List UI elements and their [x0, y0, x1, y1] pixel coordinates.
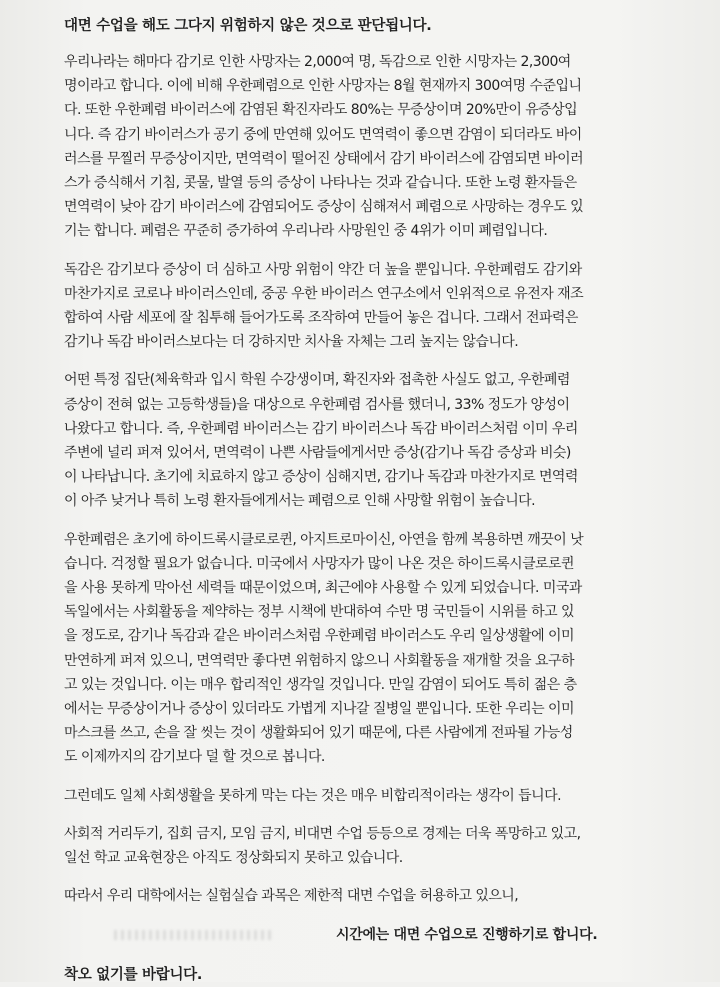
closing-remark: 착오 없기를 바랍니다.: [64, 966, 203, 983]
text-line: 합하여 사람 세포에 잘 침투해 들어가도록 조작하여 만들어 놓은 겁니다. 그래서 전파력은: [64, 310, 578, 327]
redacted-text: [114, 930, 274, 940]
paragraph-5: [64, 784, 686, 808]
paragraph-3: [64, 368, 686, 513]
schedule-text: 시간에는 대면 수업으로 진행하기로 합니다.: [336, 926, 598, 943]
text-line: 이 나타납니다. 초기에 치료하지 않고 증상이 심해지면, 감기나 독감과 마찬가지로 면역력: [64, 469, 578, 486]
notice-heading: 대면 수업을 해도 그다지 위험하지 않은 것으로 판단됩니다.: [64, 18, 432, 34]
text-line: 습니다. 걱정할 필요가 없습니다. 미국에서 사망자가 많이 나온 것은 하이드록시클로로퀸: [64, 555, 574, 572]
notice-body: [64, 50, 686, 909]
text-line: 명이라고 합니다. 이에 비해 우한폐렴으로 인한 사망자는 8월 현재까지 300여명 수준입니: [64, 78, 582, 95]
text-line: 러스를 무찔러 무증상이지만, 면역력이 떨어진 상태에서 감기 바이러스에 감염되면 바이러: [64, 150, 584, 167]
text-line: 따라서 우리 대학에서는 실험실습 과목은 제한적 대면 수업을 허용하고 있으니,: [64, 888, 519, 905]
text-line: 기는 합니다. 폐렴은 꾸준히 증가하여 우리나라 사망원인 중 4위가 이미 폐렴입니다.: [64, 223, 548, 240]
paragraph-4: [64, 528, 686, 770]
paragraph-6: [64, 822, 686, 870]
text-line: 독감은 감기보다 증상이 더 심하고 사망 위험이 약간 더 높을 뿐입니다. 우한폐렴도 감기와: [64, 261, 582, 278]
schedule-line: [64, 923, 686, 947]
text-line: 독일에서는 사회활동을 제약하는 정부 시책에 반대하여 수만 명 국민들이 시위를 하고 있: [64, 604, 574, 621]
text-line: 스가 증식해서 기침, 콧물, 발열 등의 증상이 나타나는 것과 같습니다. 또한 노령 환자들은: [64, 175, 577, 192]
text-line: 우리나라는 해마다 감기로 인한 사망자는 2,000여 명, 독감으로 인한 시망자는 2,300여: [64, 54, 571, 70]
text-line: 사회적 거리두기, 집회 금지, 모임 금지, 비대면 수업 등등으로 경제는 더욱 폭망하고 있고,: [64, 825, 581, 842]
text-line: 만연하게 퍼져 있으니, 면역력만 좋다면 위험하지 않으니 사회활동을 재개할 것을 요구하: [64, 652, 574, 669]
text-line: 을 사용 못하게 막아선 세력들 때문이었으며, 최근에야 사용할 수 있게 되었습니다. 미국과: [64, 580, 582, 597]
text-line: 증상이 전혀 없는 고등학생들)을 대상으로 우한폐렴 검사를 했더니, 33% 정도가 양성이: [64, 396, 570, 413]
text-line: 다. 또한 우한폐렴 바이러스에 감염된 확진자라도 80%는 무증상이며 20%만이 유증상입: [64, 102, 578, 119]
text-line: 을 정도로, 감기나 독감과 같은 바이러스처럼 우한폐렴 바이러스도 우리 일상생활에 이미: [64, 628, 574, 645]
text-line: 일선 학교 교육현장은 아직도 정상화되지 못하고 있습니다.: [64, 850, 403, 867]
paragraph-2: [64, 258, 686, 355]
text-line: 우한폐렴은 초기에 하이드록시클로로퀸, 아지트로마이신, 아연을 함께 복용하면 깨끗이 낫: [64, 531, 584, 548]
paragraph-1: [64, 50, 686, 244]
text-line: 나왔다고 합니다. 즉, 우한폐렴 바이러스는 감기 바이러스나 독감 바이러스처럼 이미 우리: [64, 420, 578, 437]
text-line: 에서는 무증상이거나 증상이 있더라도 가볍게 지나갈 질병일 뿐입니다. 또한 우리는 이미: [64, 701, 574, 718]
text-line: 니다. 즉 감기 바이러스가 공기 중에 만연해 있어도 면역력이 좋으면 감염이 되더라도 바이: [64, 126, 582, 143]
text-line: 도 이제까지의 감기보다 덜 할 것으로 봅니다.: [64, 749, 325, 766]
paragraph-7: [64, 884, 686, 908]
text-line: 마스크를 쓰고, 손을 잘 씻는 것이 생활화되어 있기 때문에, 다른 사람에게 전파될 가능성: [64, 725, 573, 742]
text-line: 어떤 특정 집단(체육학과 입시 학원 수강생이며, 확진자와 접촉한 사실도 없고, 우한폐렴: [64, 372, 570, 389]
text-line: 고 있는 것입니다. 이는 매우 합리적인 생각일 것입니다. 만일 감염이 되어도 특히 젊은 층: [64, 676, 577, 693]
text-line: 면역력이 낮아 감기 바이러스에 감염되어도 증상이 심해져서 폐렴으로 사망하는 경우도 있: [64, 199, 584, 216]
text-line: 감기나 독감 바이러스보다는 더 강하지만 치사율 자체는 그리 높지는 않습니다.: [64, 334, 519, 351]
text-line: 이 아주 낮거나 특히 노령 환자들에게서는 폐렴으로 인해 사망할 위험이 높습니다.: [64, 493, 536, 510]
text-line: 주변에 널리 퍼져 있어서, 면역력이 나쁜 사람들에게서만 증상(감기나 독감 증상과 비슷): [64, 445, 571, 462]
text-line: 마찬가지로 코로나 바이러스인데, 중공 우한 바이러스 연구소에서 인위적으로 유전자 재조: [64, 285, 584, 302]
text-line: 그런데도 일체 사회생활을 못하게 막는 다는 것은 매우 비합리적이라는 생각이 듭니다.: [64, 787, 561, 804]
